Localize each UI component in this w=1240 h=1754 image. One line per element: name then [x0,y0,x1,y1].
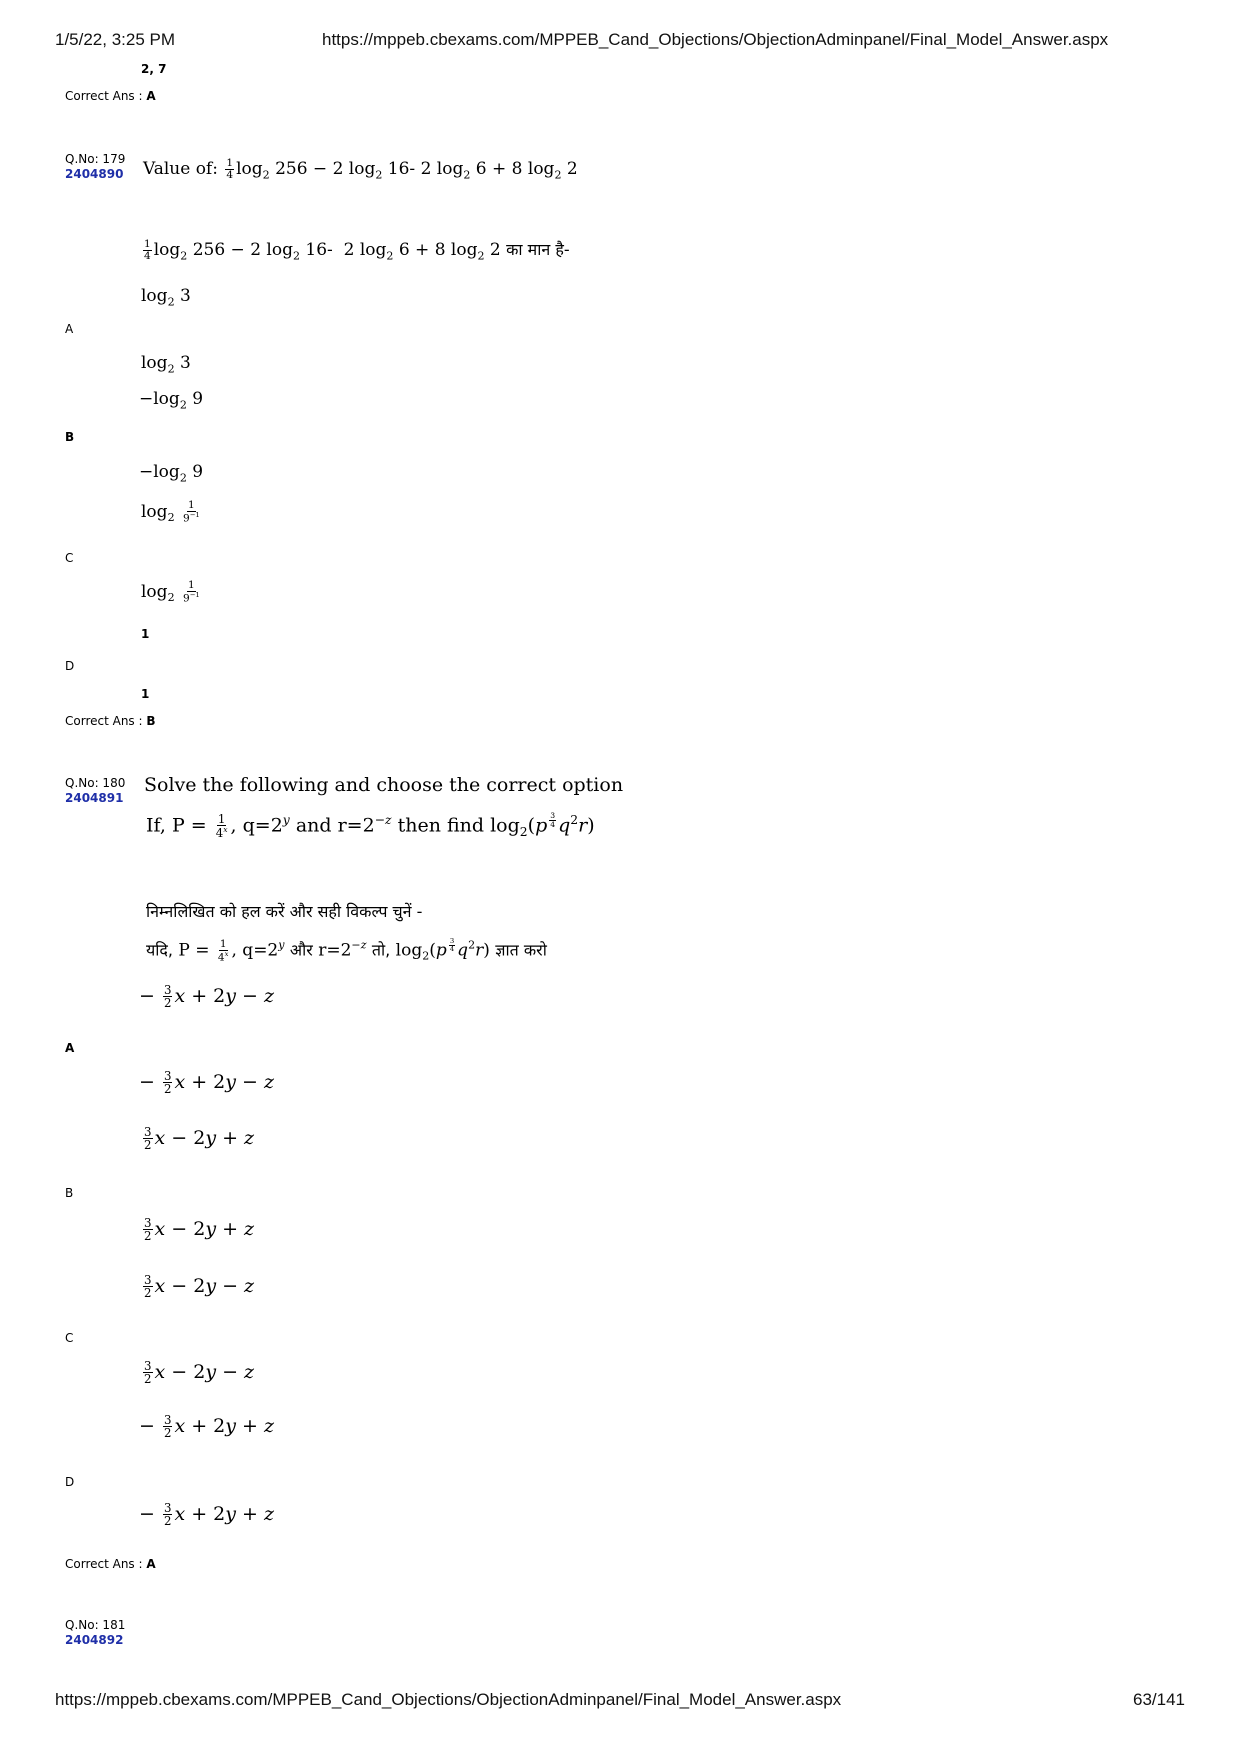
option-b-text-hi: $\frac{3}{2}$ x − 2y + z [144,1216,255,1244]
option-d-text-hi: − $\frac{3}{2}$ x + 2y + z [139,1501,275,1529]
option-c-text-hi: $\frac{3}{2}$ x − 2y − z [144,1359,255,1387]
correct-ans-value: B [146,714,156,728]
question-number: Q.No: 181 [65,1618,126,1632]
correct-answer [65,1557,156,1571]
correct-ans-value: A [146,89,156,103]
option-letter: A [65,322,74,336]
question-number: Q.No: 180 [65,776,126,790]
option-b-text-hi: $-\log_2$ 9 [139,462,204,485]
option-letter: B [65,1186,74,1200]
print-datetime: 1/5/22, 3:25 PM [55,30,176,49]
option-c-text: $\frac{3}{2}$ x − 2y − z [144,1273,255,1301]
option-letter: C [65,1331,74,1345]
option-letter: D [65,659,75,673]
previous-option-value: 2, 7 [141,62,167,76]
question-text-en: Value of: $\frac{1}{4}$ $\log_2 256 - 2$ $\log_2 16-$ 2 $\log_2 6 + 8$ $\log_2 2$ [143,157,578,182]
previous-correct-answer [65,89,156,103]
question-formula-en: If, P = $\frac{1}{4^x}$ , $q=2^y$ and $r=2^{-z}$ then find $\log_2(p$ $^{\frac{3}{4}}$ $q^2r$) [146,811,595,841]
option-letter: C [65,551,74,565]
option-c-text: $\log_2$ $\frac{1}{9^{-1}}$ [141,499,200,525]
option-d-text-hi: 1 [141,687,150,701]
option-a-text: − $\frac{3}{2}$ x + 2y − z [139,983,275,1011]
option-b-text: $\frac{3}{2}$ x − 2y + z [144,1125,255,1153]
page-number: 63/141 [1133,1690,1185,1709]
correct-ans-label: Correct Ans : [65,714,147,728]
option-a-text-hi: − $\frac{3}{2}$ x + 2y − z [139,1069,275,1097]
correct-ans-value: A [146,1557,156,1571]
question-id: 2404890 [65,167,124,181]
question-id: 2404891 [65,791,124,805]
option-c-text-hi: $\log_2$ $\frac{1}{9^{-1}}$ [141,579,200,605]
option-letter: D [65,1475,75,1489]
option-letter-selected: B [65,430,75,444]
footer-url[interactable]: https://mppeb.cbexams.com/MPPEB_Cand_Objections/ObjectionAdminpanel/Final_Model_Answer.aspx [55,1690,842,1709]
correct-ans-label: Correct Ans : [65,1557,147,1571]
question-id: 2404892 [65,1633,124,1647]
option-b-text: $-\log_2$ 9 [139,389,204,412]
question-number: Q.No: 179 [65,152,126,166]
print-url[interactable]: https://mppeb.cbexams.com/MPPEB_Cand_Objections/ObjectionAdminpanel/Final_Model_Answer.aspx [322,30,1109,49]
question-text-hi: $\frac{1}{4}$ $\log_2 256 - 2$ $\log_2 16-$ 2 $\log_2 6 + 8$ $\log_2 2$ का मान है- [144,237,570,263]
option-a-text: $\log_2 3$ [141,286,191,309]
option-d-text: − $\frac{3}{2}$ x + 2y + z [139,1413,275,1441]
option-a-text-hi: $\log_2 3$ [141,353,191,376]
question-text-en: Solve the following and choose the correct option [144,774,624,796]
correct-answer [65,714,156,728]
question-text-hi: निम्नलिखित को हल करें और सही विकल्प चुनें - [146,902,423,921]
option-letter-selected: A [65,1041,75,1055]
option-d-text: 1 [141,627,150,641]
question-formula-hi: यदि, P = $\frac{1}{4^x}$ , $q=2^y$ और $r=2^{-z}$ तो, $\log_2(p$ $^{\frac{3}{4}}$ $q^2r$) ज्ञात करो [146,937,547,964]
correct-ans-label: Correct Ans : [65,89,147,103]
